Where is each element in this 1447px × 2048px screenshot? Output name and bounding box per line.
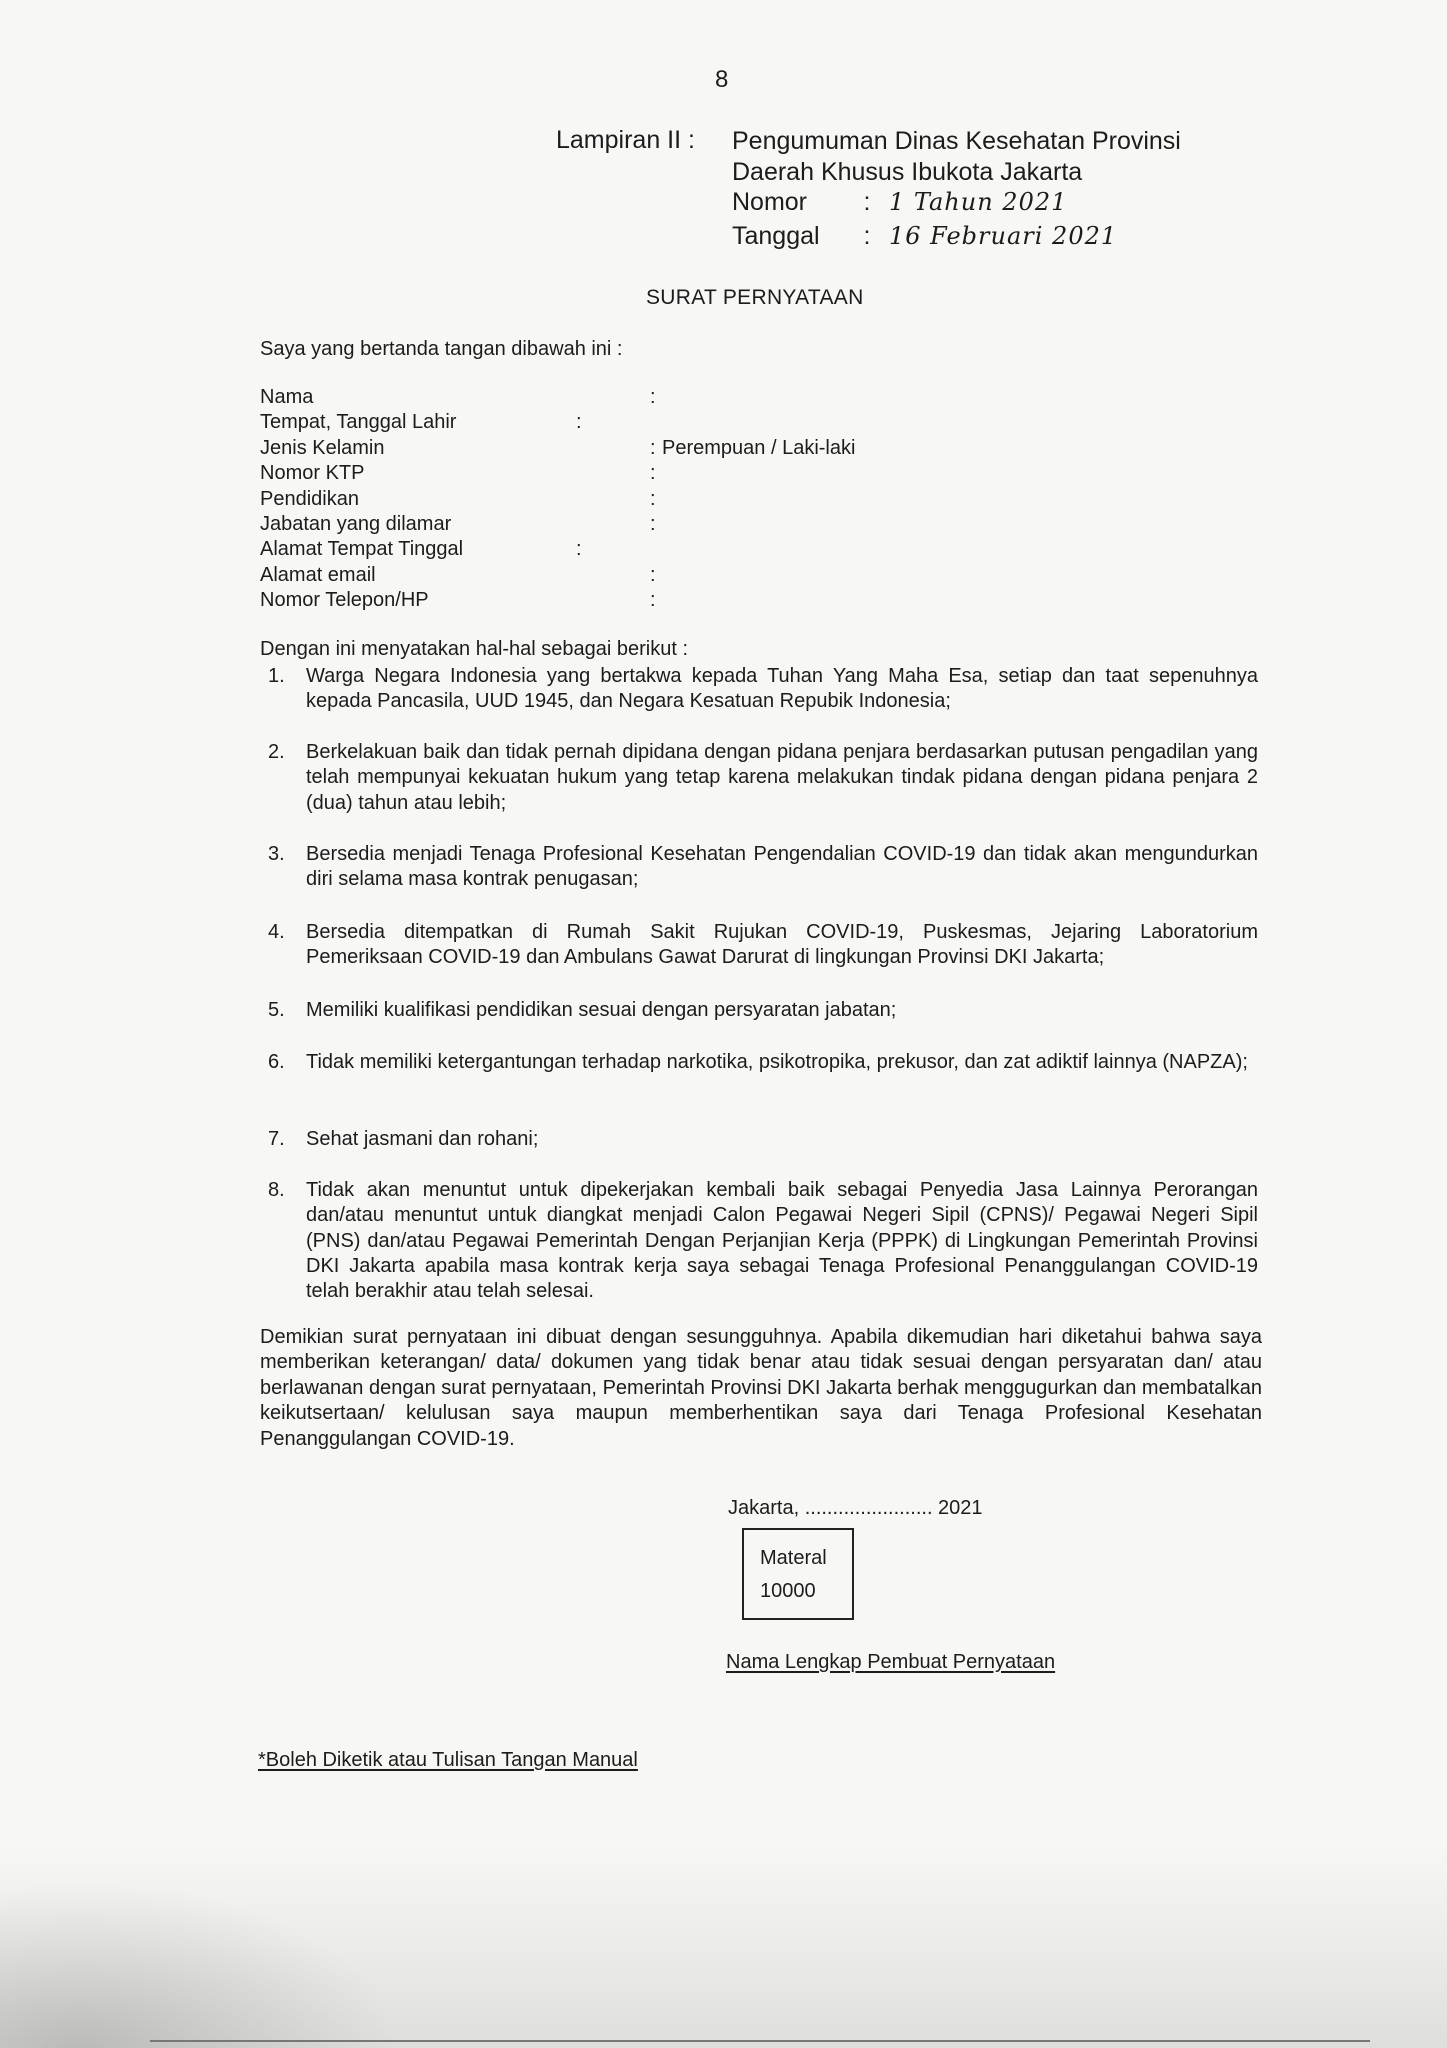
page-number: 8 xyxy=(715,66,729,93)
document-title: SURAT PERNYATAAN xyxy=(646,286,864,309)
lampiran-line-2: Daerah Khusus Ibukota Jakarta xyxy=(732,158,1083,186)
item-number: 5. xyxy=(268,999,285,1021)
item-text: Sehat jasmani dan rohani; xyxy=(306,1128,539,1150)
list-item xyxy=(268,998,1258,1023)
field-tempat-tanggal-lahir xyxy=(260,410,582,435)
list-item xyxy=(268,664,1258,715)
nomor-row xyxy=(732,188,1067,217)
item-text: Tidak memiliki ketergantungan terhadap narkotika, psikotropika, prekusor, dan zat adiktif lainnya (NAPZA); xyxy=(306,1051,1248,1073)
list-item xyxy=(268,1178,1258,1304)
field-label: Alamat Tempat Tinggal xyxy=(260,538,464,561)
item-number: 3. xyxy=(268,843,285,865)
list-item xyxy=(268,920,1258,971)
item-text: Bersedia ditempatkan di Rumah Sakit Rujukan COVID-19, Puskesmas, Jejaring Laboratorium Pemeriksaan COVID-19 dan Ambulans Gawat Darurat di lingkungan Provinsi DKI Jakarta; xyxy=(306,921,1258,969)
scan-shadow-corner xyxy=(0,1880,400,2048)
nomor-handwritten-value: 1 Tahun 2021 xyxy=(888,188,1068,216)
field-label: Nomor Telepon/HP xyxy=(260,589,429,612)
list-item xyxy=(268,1050,1258,1075)
tanggal-colon: : xyxy=(863,222,871,250)
item-text: Bersedia menjadi Tenaga Profesional Kesehatan Pengendalian COVID-19 dan tidak akan mengundurkan diri selama masa kontrak penugasan; xyxy=(306,843,1258,891)
item-number: 8. xyxy=(268,1179,285,1201)
field-label: Alamat email xyxy=(260,563,376,586)
item-text: Berkelakuan baik dan tidak pernah dipidana dengan pidana penjara berdasarkan putusan pengadilan yang telah mempunyai kekuatan hukum yang tetap karena melakukan tindak pidana dengan pidana penjara 2 (dua) tahun atau lebih; xyxy=(306,741,1258,814)
field-colon: : xyxy=(650,512,656,535)
field-label: Jenis Kelamin xyxy=(260,436,385,459)
stamp-duty-box xyxy=(742,1528,854,1620)
intro-text: Saya yang bertanda tangan dibawah ini : xyxy=(260,338,623,360)
field-value: Perempuan / Laki-laki xyxy=(662,436,856,459)
field-colon: : xyxy=(650,589,656,612)
closing-paragraph: Demikian surat pernyataan ini dibuat dengan sesungguhnya. Apabila dikemudian hari diketahui bahwa saya memberikan keterangan/ data/ dokumen yang tidak benar atau tidak sesuai dengan persyaratan dan/ atau berlawanan dengan surat pernyataan, Pemerintah Provinsi DKI Jakarta berhak menggugurkan dan membatalkan keikutsertaan/ kelulusan saya maupun memberhentikan saya dari Tenaga Profesional Kesehatan Penanggulangan COVID-19. xyxy=(260,1326,1262,1450)
tanggal-row xyxy=(732,222,1117,251)
nomor-label: Nomor xyxy=(732,188,808,216)
stamp-line-2: 10000 xyxy=(760,1580,816,1602)
scan-edge-line xyxy=(150,2040,1370,2042)
lampiran-line-1: Pengumuman Dinas Kesehatan Provinsi xyxy=(732,127,1181,155)
field-pendidikan xyxy=(260,487,656,512)
item-number: 4. xyxy=(268,921,285,943)
item-number: 7. xyxy=(268,1128,285,1150)
tanggal-label: Tanggal xyxy=(732,222,820,250)
field-nama xyxy=(260,385,656,410)
footnote: *Boleh Diketik atau Tulisan Tangan Manual xyxy=(258,1749,638,1771)
field-label: Nama xyxy=(260,386,314,408)
field-colon: : xyxy=(576,411,582,434)
item-text: Tidak akan menuntut untuk dipekerjakan kembali baik sebagai Penyedia Jasa Lainnya Perorangan dan/atau menuntut untuk diangkat menjadi Calon Pegawai Negeri Sipil (CPNS)/ Pegawai Negeri Sipil (PNS) dan/atau Pegawai Pemerintah Dengan Perjanjian Kerja (PPPK) di Lingkungan Pemerintah Provinsi DKI Jakarta apabila masa kontrak kerja saya sebagai Tenaga Profesional Penanggulangan COVID-19 telah berakhir atau telah selesai. xyxy=(306,1179,1258,1303)
lampiran-heading xyxy=(732,126,1181,188)
nomor-colon: : xyxy=(863,188,871,216)
field-alamat-email xyxy=(260,563,656,588)
field-label: Tempat, Tanggal Lahir xyxy=(260,411,457,434)
field-nomor-telepon xyxy=(260,588,656,613)
list-item xyxy=(268,842,1258,893)
field-colon: : xyxy=(650,563,656,586)
stamp-line-1: Materal xyxy=(760,1547,827,1569)
field-label: Nomor KTP xyxy=(260,462,365,485)
list-item xyxy=(268,1127,1258,1152)
field-colon: : xyxy=(650,462,656,485)
field-colon: : xyxy=(650,386,656,408)
field-colon: : xyxy=(576,538,582,561)
field-label: Pendidikan xyxy=(260,487,359,510)
field-nomor-ktp xyxy=(260,461,656,486)
tanggal-handwritten-value: 16 Februari 2021 xyxy=(888,222,1118,250)
field-colon: : xyxy=(650,487,656,510)
field-jabatan xyxy=(260,512,656,537)
list-item xyxy=(268,740,1258,816)
item-number: 6. xyxy=(268,1051,285,1073)
item-text: Memiliki kualifikasi pendidikan sesuai dengan persyaratan jabatan; xyxy=(306,999,897,1021)
identity-fields xyxy=(260,385,856,614)
item-number: 1. xyxy=(268,665,285,687)
signer-name-line: Nama Lengkap Pembuat Pernyataan xyxy=(726,1651,1056,1673)
declaration-intro: Dengan ini menyatakan hal-hal sebagai berikut : xyxy=(260,638,689,660)
field-label: Jabatan yang dilamar xyxy=(260,512,452,535)
lampiran-label: Lampiran II : xyxy=(556,126,695,154)
field-alamat-tempat-tinggal xyxy=(260,537,582,562)
field-jenis-kelamin xyxy=(260,436,856,461)
item-number: 2. xyxy=(268,741,285,763)
place-date: Jakarta, ....................... 2021 xyxy=(728,1497,983,1519)
item-text: Warga Negara Indonesia yang bertakwa kepada Tuhan Yang Maha Esa, setiap dan taat sepenuhnya kepada Pancasila, UUD 1945, dan Negara Kesatuan Repubik Indonesia; xyxy=(306,665,1258,713)
field-colon: : xyxy=(650,436,656,459)
